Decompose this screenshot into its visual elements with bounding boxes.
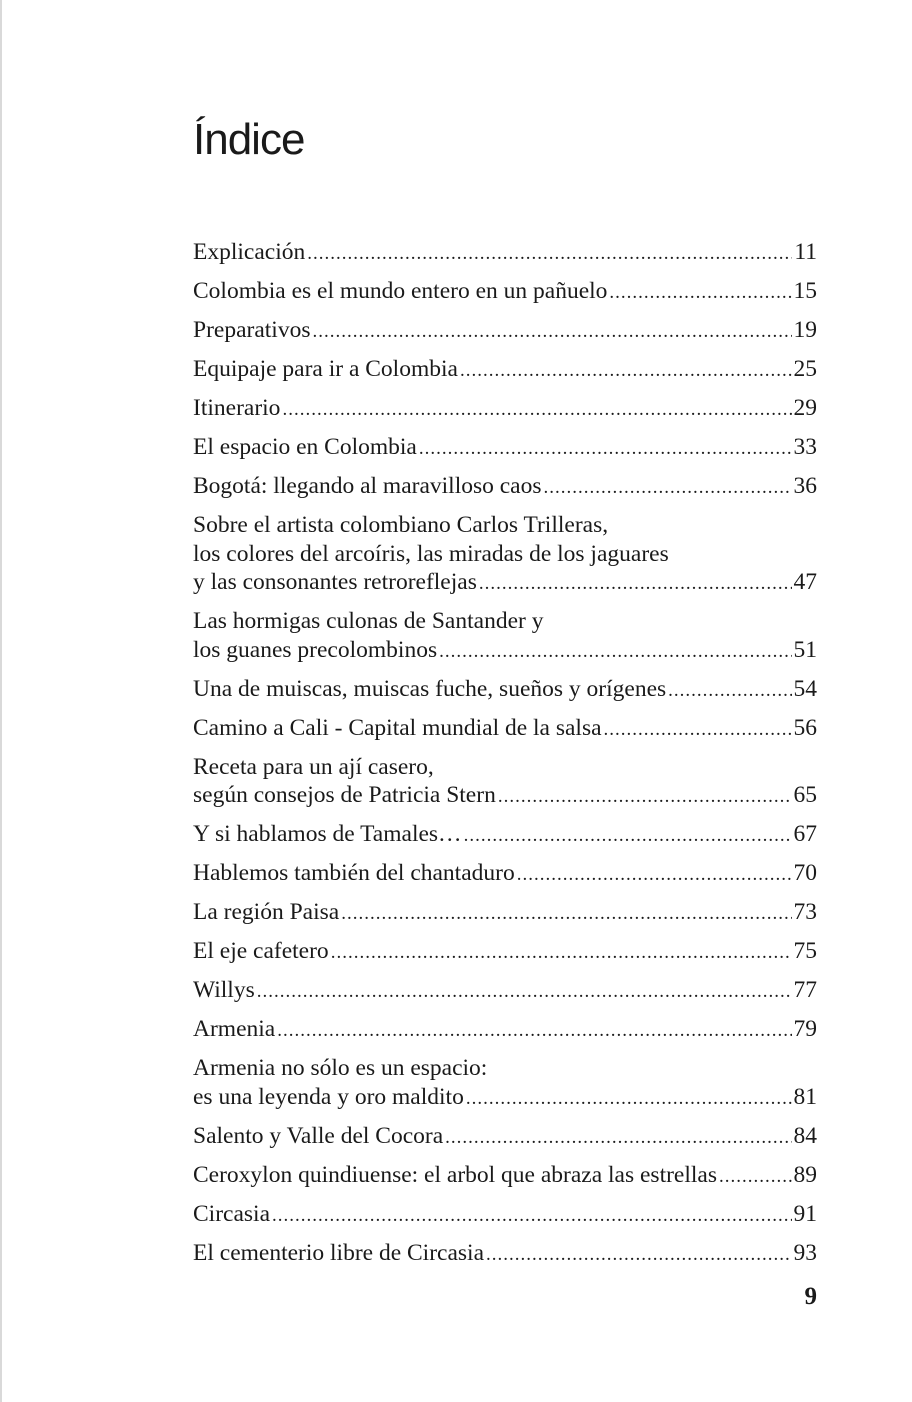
- toc-entry-last-line: [193, 1015, 817, 1044]
- toc-entry: [193, 316, 817, 345]
- toc-entry-title: Colombia es el mundo entero en un pañuelo: [193, 278, 608, 304]
- toc-entry-last-line: [193, 433, 817, 462]
- toc-entry-title: Salento y Valle del Cocora: [193, 1122, 444, 1149]
- toc-entry-title: Bogotá: llegando al maravilloso caos: [193, 473, 542, 499]
- dot-leader: [604, 716, 792, 745]
- toc-entry-title: Y si hablamos de Tamales…: [193, 821, 462, 847]
- toc-entry-page: 67: [793, 821, 817, 847]
- toc-entry-page: 81: [793, 1083, 817, 1110]
- toc-entry-last-line: [193, 1200, 817, 1229]
- page-title: Índice: [193, 115, 305, 164]
- toc-entry-last-line: [193, 472, 817, 501]
- toc-entry-title: Hablemos también del chantaduro: [193, 860, 515, 886]
- dot-leader: [668, 677, 791, 706]
- toc-entry-last-line: [193, 636, 817, 665]
- toc-entry-title: Explicación: [193, 239, 306, 265]
- toc-entry: [193, 472, 817, 501]
- toc-entry-page: 29: [793, 395, 817, 421]
- toc-entry-page: 51: [793, 636, 817, 663]
- toc-entry-line: Las hormigas culonas de Santander y: [193, 608, 544, 634]
- dot-leader: [419, 435, 792, 464]
- toc-entry: [193, 394, 817, 423]
- dot-leader: [466, 1085, 792, 1114]
- dot-leader: [445, 1124, 791, 1153]
- toc-entry-title: según consejos de Patricia Stern: [193, 782, 496, 808]
- toc-entry-line: Receta para un ají casero,: [193, 753, 434, 780]
- toc-entry-title: Camino a Cali - Capital mundial de la salsa: [193, 714, 602, 741]
- toc-entry-page: 77: [793, 977, 817, 1003]
- toc-entry-page: 54: [793, 675, 817, 702]
- toc-entry-last-line: [193, 1122, 817, 1151]
- toc-entry-page: 25: [793, 356, 817, 382]
- toc-entry-title: El cementerio libre de Circasia: [193, 1239, 485, 1266]
- toc-entry-page: 93: [793, 1239, 817, 1266]
- toc-entry: [193, 433, 817, 462]
- toc-entry-title: Itinerario: [193, 395, 281, 421]
- toc-entry-page: 79: [793, 1016, 817, 1042]
- toc-entry-last-line: [193, 675, 817, 704]
- toc-entry-title: Preparativos: [193, 317, 311, 343]
- toc-entry-page: 65: [793, 782, 817, 808]
- dot-leader: [341, 900, 791, 929]
- toc-entry-page: 73: [793, 899, 817, 925]
- toc-entry: [193, 355, 817, 384]
- toc-entry: [193, 238, 817, 267]
- toc-entry-last-line: [193, 277, 817, 306]
- toc-entry: [193, 1239, 817, 1268]
- toc-entry: [193, 937, 817, 966]
- dot-leader: [479, 570, 792, 599]
- toc-entry: [193, 859, 817, 888]
- table-of-contents: [193, 238, 817, 1278]
- toc-entry: [193, 607, 817, 664]
- dot-leader: [312, 318, 791, 347]
- toc-entry-page: 36: [793, 473, 817, 499]
- toc-entry-page: 89: [793, 1161, 817, 1188]
- toc-entry: [193, 1200, 817, 1229]
- toc-entry-title: El espacio en Colombia: [193, 434, 417, 460]
- toc-entry: [193, 714, 817, 743]
- toc-entry-title: los guanes precolombinos: [193, 636, 438, 663]
- toc-entry: [193, 1054, 817, 1111]
- toc-entry: [193, 277, 817, 306]
- dot-leader: [331, 939, 792, 968]
- toc-entry-page: 47: [793, 569, 817, 595]
- dot-leader: [257, 978, 792, 1007]
- toc-entry-last-line: [193, 714, 817, 743]
- toc-entry-last-line: [193, 937, 817, 966]
- toc-entry: [193, 511, 817, 597]
- dot-leader: [282, 396, 791, 425]
- toc-entry-last-line: [193, 1239, 817, 1268]
- page-edge: [0, 0, 2, 1402]
- page-number: 9: [804, 1283, 817, 1310]
- toc-entry: [193, 1161, 817, 1190]
- toc-entry: [193, 976, 817, 1005]
- toc-entry-title: La región Paisa: [193, 899, 340, 925]
- toc-entry-page: 11: [794, 239, 817, 265]
- toc-entry-page: 75: [793, 938, 817, 964]
- toc-entry-line: los colores del arcoíris, las miradas de los jaguares: [193, 540, 669, 567]
- toc-entry: [193, 753, 817, 810]
- toc-entry-last-line: [193, 394, 817, 423]
- toc-entry-last-line: [193, 316, 817, 345]
- toc-entry-page: 91: [793, 1200, 817, 1227]
- toc-entry-title: Armenia: [193, 1016, 276, 1042]
- toc-entry-last-line: [193, 568, 817, 597]
- dot-leader: [460, 357, 792, 386]
- toc-entry: [193, 898, 817, 927]
- dot-leader: [464, 822, 792, 851]
- toc-entry-title: Una de muiscas, muiscas fuche, sueños y orígenes: [193, 675, 667, 702]
- toc-entry-last-line: [193, 1161, 817, 1190]
- toc-entry-last-line: [193, 355, 817, 384]
- toc-entry-page: 15: [793, 278, 817, 304]
- dot-leader: [277, 1017, 791, 1046]
- toc-entry-line: Sobre el artista colombiano Carlos Trilleras,: [193, 512, 609, 538]
- dot-leader: [609, 279, 791, 308]
- toc-entry-line: Armenia no sólo es un espacio:: [193, 1055, 488, 1081]
- dot-leader: [486, 1241, 791, 1270]
- toc-entry-page: 19: [793, 317, 817, 343]
- toc-entry-last-line: [193, 781, 817, 810]
- toc-entry: [193, 820, 817, 849]
- toc-entry-title: Willys: [193, 977, 255, 1003]
- toc-entry-title: es una leyenda y oro maldito: [193, 1083, 464, 1110]
- dot-leader: [439, 638, 791, 667]
- toc-entry-last-line: [193, 238, 817, 267]
- dot-leader: [719, 1163, 792, 1192]
- toc-entry-last-line: [193, 820, 817, 849]
- toc-entry-page: 84: [793, 1122, 817, 1149]
- toc-entry-last-line: [193, 976, 817, 1005]
- toc-entry: [193, 1122, 817, 1151]
- toc-entry-page: 33: [793, 434, 817, 460]
- toc-entry-title: El eje cafetero: [193, 938, 329, 964]
- dot-leader: [498, 783, 792, 812]
- toc-entry-title: Ceroxylon quindiuense: el arbol que abraza las estrellas: [193, 1161, 717, 1188]
- dot-leader: [544, 474, 792, 503]
- toc-entry-last-line: [193, 859, 817, 888]
- toc-entry-title: Circasia: [193, 1200, 270, 1227]
- toc-entry-page: 56: [793, 714, 817, 741]
- toc-entry-title: Equipaje para ir a Colombia: [193, 356, 458, 382]
- toc-entry: [193, 1015, 817, 1044]
- toc-entry-title: y las consonantes retroreflejas: [193, 569, 477, 595]
- toc-entry-last-line: [193, 1083, 817, 1112]
- toc-entry-page: 70: [793, 860, 817, 886]
- dot-leader: [307, 240, 792, 269]
- dot-leader: [272, 1202, 792, 1231]
- toc-entry: [193, 675, 817, 704]
- toc-entry-last-line: [193, 898, 817, 927]
- dot-leader: [517, 861, 792, 890]
